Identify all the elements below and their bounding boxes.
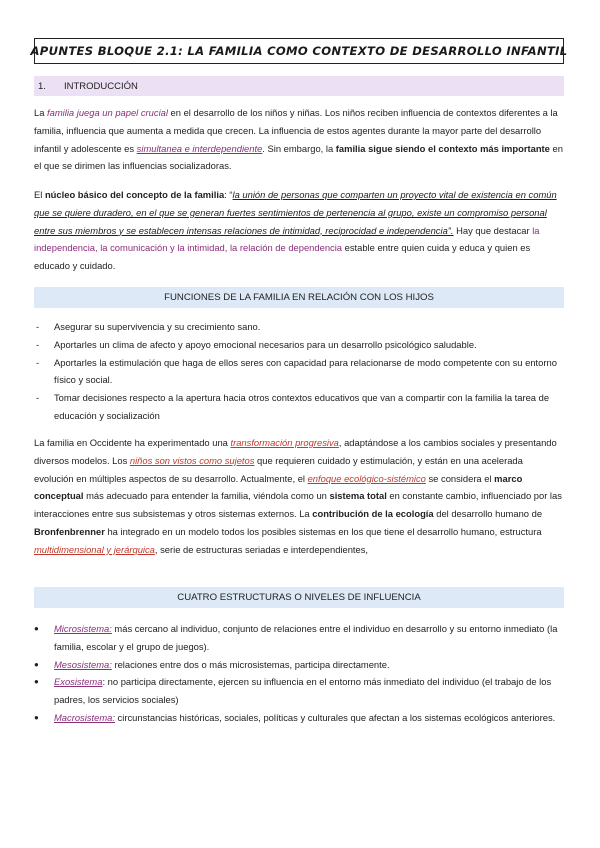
highlight-simultanea: simultanea e interdependiente bbox=[136, 142, 263, 154]
text-run: más adecuado para entender la familia, viéndola como un bbox=[83, 490, 330, 502]
bold-contribucion-ecologia: contribución de la ecología bbox=[312, 508, 434, 520]
text-run: que requieren cuidado y estimulación, y están en una acelerada evolución en múltiples aspectos de su desarrollo. Actualmente, el bbox=[34, 454, 523, 484]
section-introduccion-header bbox=[34, 76, 564, 96]
highlight-transformacion: transformación progresiva bbox=[230, 437, 339, 448]
list-item-text: circunstancias históricas, sociales, políticas y culturales que afectan a los sistemas ecológicos anteriores. bbox=[114, 711, 556, 723]
paragraph-nucleo bbox=[34, 186, 564, 275]
page-title: APUNTES BLOQUE 2.1: LA FAMILIA COMO CONTEXTO DE DESARROLLO INFANTIL bbox=[30, 44, 568, 58]
list-item-text: : no participa directamente, ejercen su influencia en el entorno más inmediato del individuo (el trabajo de los padres, los servicios sociales) bbox=[54, 676, 552, 706]
section-number: 1. bbox=[38, 80, 46, 92]
dash-marker: - bbox=[36, 338, 40, 350]
text-run: La familia en Occidente ha experimentado una bbox=[34, 437, 231, 448]
list-item bbox=[34, 656, 564, 674]
bullet-marker: ● bbox=[34, 677, 39, 687]
text-run: El bbox=[34, 189, 45, 200]
text-run: . Sin embargo, la bbox=[262, 142, 336, 154]
text-run: : “ bbox=[224, 189, 233, 200]
bullet-marker: ● bbox=[34, 624, 39, 633]
highlight-multidimensional: multidimensional y jerárquica bbox=[34, 543, 155, 555]
paragraph-intro bbox=[34, 104, 564, 175]
text-run: en constante cambio, influenciado por las interacciones entre sus subsistemas y otros sistemas externos. La bbox=[34, 490, 562, 520]
text-run: del desarrollo humano de bbox=[433, 508, 543, 520]
bold-familia-contexto: familia sigue siendo el contexto más importante bbox=[335, 142, 550, 154]
text-run: , adaptándose a los cambios sociales y presentando diversos modelos. Los bbox=[34, 437, 557, 466]
title-box bbox=[30, 38, 568, 64]
list-item bbox=[34, 336, 564, 354]
dash-marker: - bbox=[36, 392, 40, 404]
list-item bbox=[34, 620, 564, 656]
highlight-enfoque: enfoque ecológico-sistémico bbox=[307, 472, 426, 484]
text-run: se considera el bbox=[425, 472, 495, 484]
bold-bronfenbrenner: Bronfenbrenner bbox=[34, 525, 105, 537]
text-run: estable entre quien cuida y educa y quien es educado y cuidado. bbox=[34, 242, 531, 272]
dash-marker: - bbox=[36, 356, 40, 368]
term-mesosistema: Mesosistema: bbox=[54, 658, 112, 670]
functions-header: FUNCIONES DE LA FAMILIA EN RELACIÓN CON LOS HIJOS bbox=[34, 287, 564, 308]
list-item-text: relaciones entre dos o más microsistemas, participa directamente. bbox=[111, 658, 390, 670]
text-run: La bbox=[34, 107, 48, 118]
bold-sistema-total: sistema total bbox=[329, 490, 387, 502]
text-run: en el desarrollo de los niños y niñas. Los niños reciben influencia de contextos diferentes a la familia, influencia que aumenta a medida que crecen. La influencia de estos agentes durante la mayor parte del desarrollo infantil y adolescente es bbox=[34, 107, 558, 154]
list-item bbox=[34, 673, 564, 709]
paragraph-occidente bbox=[34, 434, 564, 559]
bullet-marker: ● bbox=[34, 712, 39, 722]
list-item-text: Tomar decisiones respecto a la apertura hacia otros contextos educativos que van a compartir con la familia la tarea de educación y socialización bbox=[54, 392, 550, 421]
highlight-familia-crucial: familia juega un papel crucial bbox=[47, 107, 168, 118]
list-item-text: Aportarles un clima de afecto y apoyo emocional necesarios para un desarrollo psicológico saludable. bbox=[54, 338, 477, 350]
functions-list bbox=[34, 318, 564, 425]
list-item-text: Aportarles la estimulación que haga de ellos seres con capacidad para relacionarse de modo competente con su entorno físico y social. bbox=[54, 356, 557, 386]
structures-header: CUATRO ESTRUCTURAS O NIVELES DE INFLUENCIA bbox=[34, 587, 564, 608]
definition-quote: la unión de personas que comparten un proyecto vital de existencia en común que se quiere duradero, en el que se generan fuertes sentimientos de pertenencia al grupo, existe un compromiso personal entre sus miembros y se establecen intensas relaciones de intimidad, reciprocidad e independencia”. bbox=[34, 189, 557, 236]
text-run: en el que se dirimen las influencias socializadoras. bbox=[34, 142, 563, 172]
highlight-independencia: la independencia, la comunicación y la intimidad, la relación de dependencia bbox=[34, 224, 540, 254]
list-item-text: Asegurar su supervivencia y su crecimiento sano. bbox=[54, 321, 261, 332]
term-macrosistema: Macrosistema: bbox=[54, 711, 115, 723]
term-exosistema: Exosistema bbox=[54, 676, 103, 688]
list-item bbox=[34, 318, 564, 336]
list-item bbox=[34, 709, 564, 727]
structures-list bbox=[34, 620, 564, 727]
text-run: , serie de estructuras seriadas e interdependientes, bbox=[154, 543, 369, 555]
bold-marco-conceptual: marco conceptual bbox=[34, 472, 523, 502]
section-label: INTRODUCCIÓN bbox=[64, 80, 138, 92]
list-item bbox=[34, 389, 564, 425]
list-item-text: más cercano al individuo, conjunto de relaciones entre el individuo en desarrollo y su entorno inmediato (la familia, escolar y el grupo de juegos). bbox=[54, 623, 558, 652]
bullet-marker: ● bbox=[34, 659, 39, 669]
highlight-ninos-sujetos: niños son vistos como sujetos bbox=[129, 454, 255, 466]
list-item bbox=[34, 354, 564, 390]
term-microsistema: Microsistema: bbox=[54, 623, 112, 634]
dash-marker: - bbox=[36, 321, 40, 332]
text-run: Hay que destacar bbox=[453, 224, 533, 236]
bold-nucleo-basico: núcleo básico del concepto de la familia bbox=[44, 189, 225, 200]
text-run: ha integrado en un modelo todos los posibles sistemas en los que tiene el desarrollo humano, estructura bbox=[104, 525, 542, 537]
